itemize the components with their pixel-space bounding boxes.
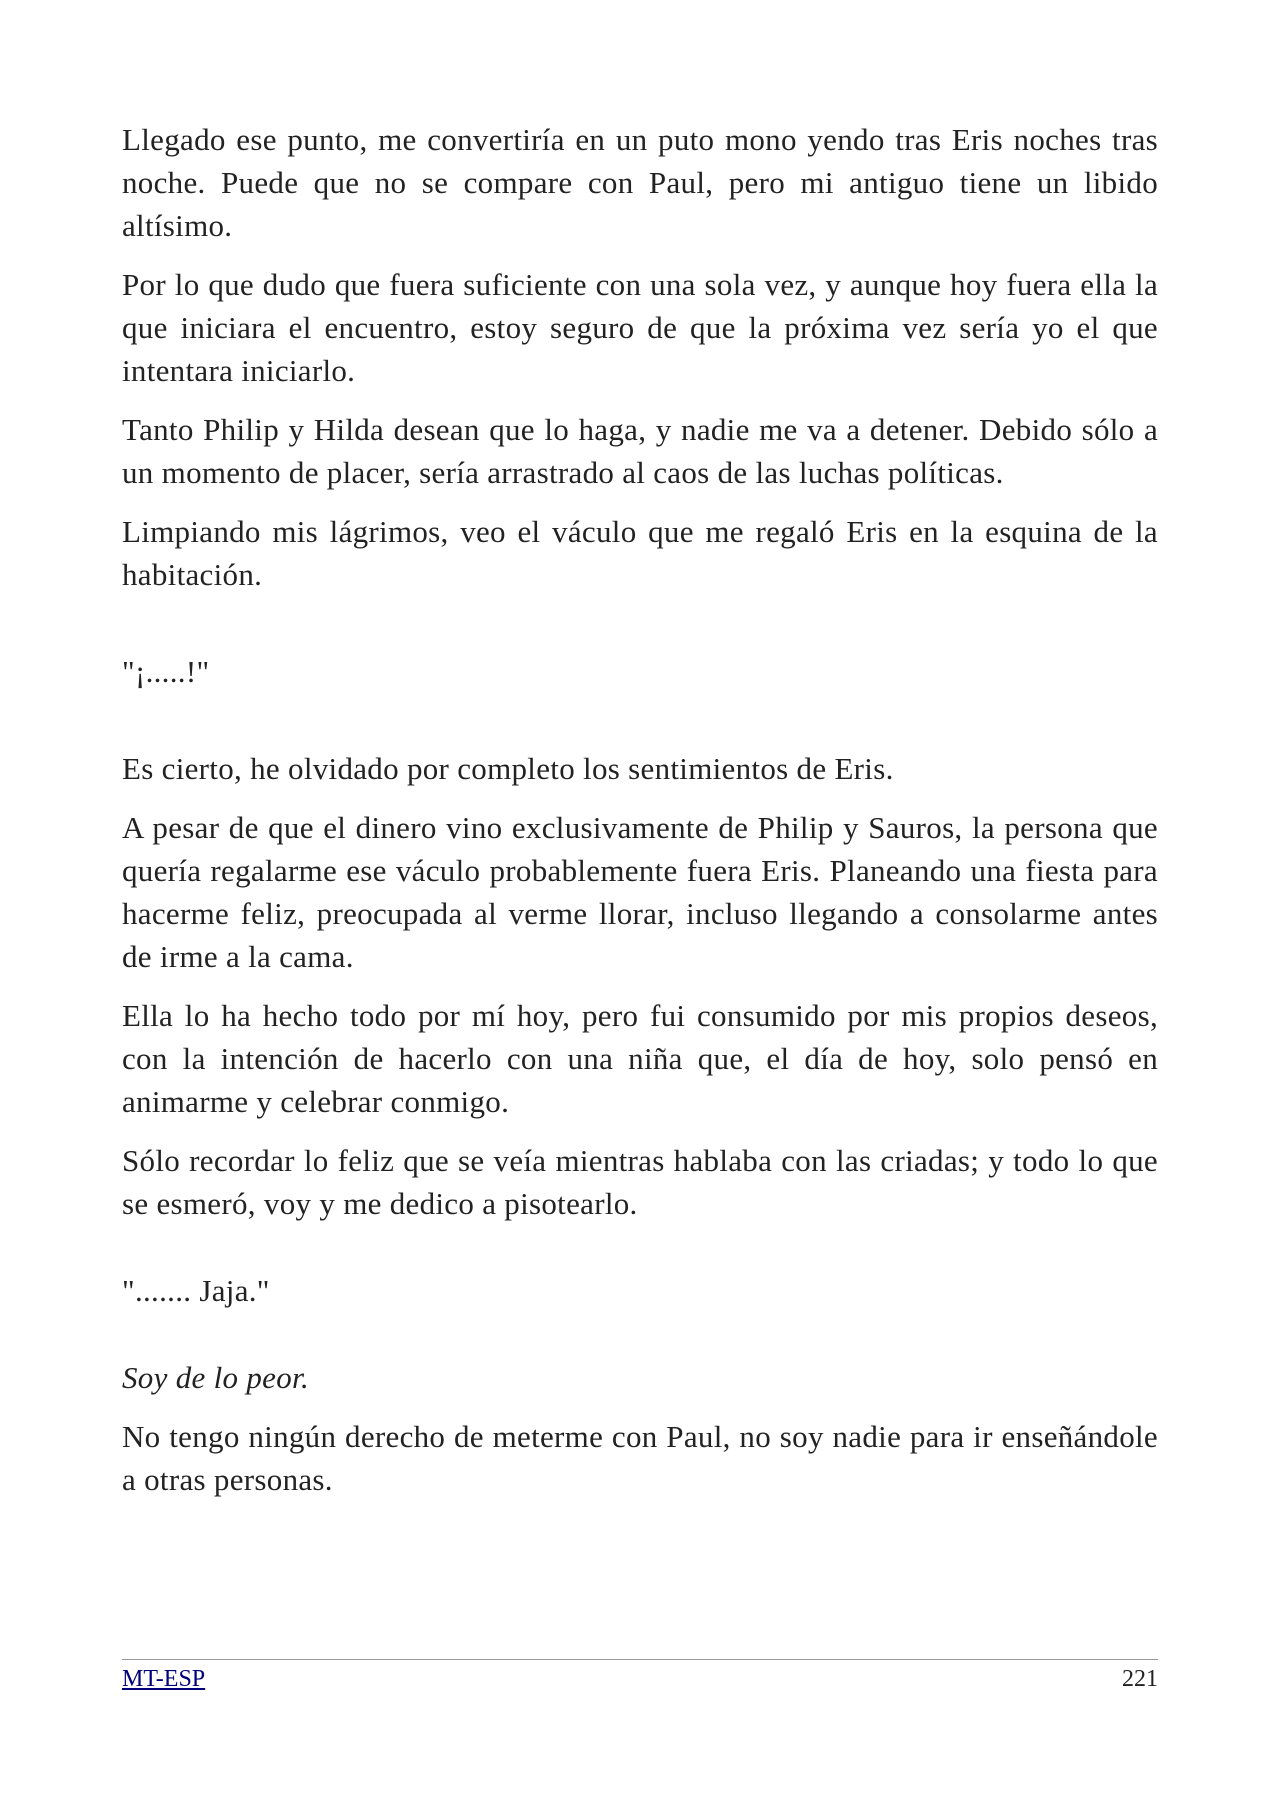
italic-thought: Soy de lo peor. xyxy=(122,1360,310,1395)
paragraph: Limpiando mis lágrimos, veo el váculo que me regaló Eris en la esquina de la habitación. xyxy=(122,514,1158,592)
paragraph: Es cierto, he olvidado por completo los sentimientos de Eris. xyxy=(122,751,894,786)
dialogue-line: "¡.....!" xyxy=(122,654,210,689)
paragraph: Ella lo ha hecho todo por mí hoy, pero fui consumido por mis propios deseos, con la intención de hacerlo con una niña que, el día de hoy, solo pensó en animarme y celebrar conmigo. xyxy=(122,998,1158,1119)
page-footer xyxy=(122,1664,1158,1694)
footer-divider xyxy=(122,1659,1158,1660)
paragraph: No tengo ningún derecho de meterme con Paul, no soy nadie para ir enseñándole a otras personas. xyxy=(122,1419,1158,1497)
dialogue-line: "....... Jaja." xyxy=(122,1273,270,1308)
paragraph: A pesar de que el dinero vino exclusivamente de Philip y Sauros, la persona que quería regalarme ese váculo probablemente fuera Eris. Planeando una fiesta para hacerme feliz, preocupada al verme llorar, incluso llegando a consolarme antes de irme a la cama. xyxy=(122,810,1158,974)
page-number: 221 xyxy=(1122,1666,1158,1692)
page-body xyxy=(122,118,1158,1517)
footer-link[interactable]: MT-ESP xyxy=(122,1666,206,1692)
paragraph: Sólo recordar lo feliz que se veía mientras hablaba con las criadas; y todo lo que se esmeró, voy y me dedico a pisotearlo. xyxy=(122,1143,1158,1221)
paragraph: Llegado ese punto, me convertiría en un puto mono yendo tras Eris noches tras noche. Puede que no se compare con Paul, pero mi antiguo tiene un libido altísimo. xyxy=(122,122,1158,243)
paragraph: Por lo que dudo que fuera suficiente con una sola vez, y aunque hoy fuera ella la que iniciara el encuentro, estoy seguro de que la próxima vez sería yo el que intentara iniciarlo. xyxy=(122,267,1158,388)
paragraph: Tanto Philip y Hilda desean que lo haga, y nadie me va a detener. Debido sólo a un momento de placer, sería arrastrado al caos de las luchas políticas. xyxy=(122,412,1158,490)
